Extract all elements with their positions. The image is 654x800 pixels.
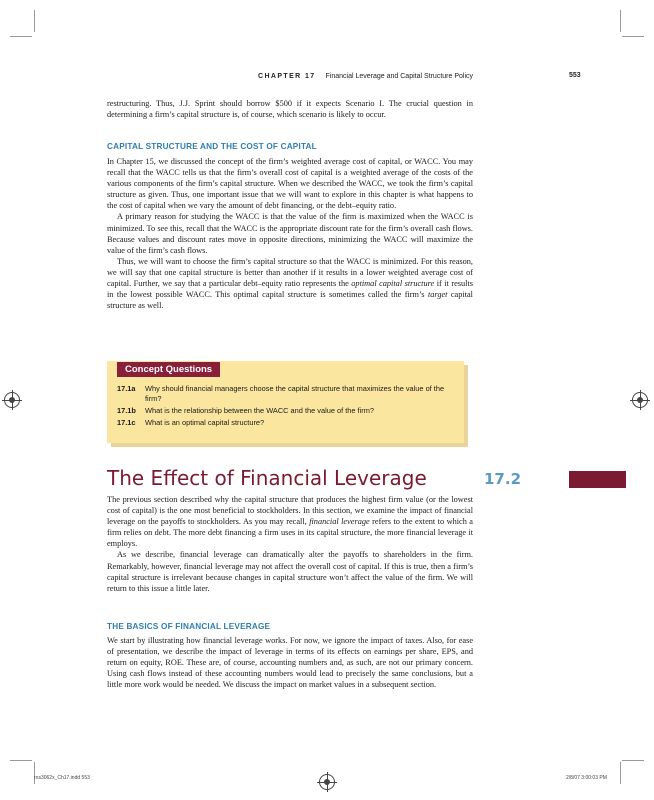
concept-question: [117, 384, 457, 404]
question-text: Why should financial managers choose the capital structure that maximizes the value of the firm?: [145, 384, 445, 403]
emphasis-term: financial leverage: [309, 517, 370, 527]
crop-mark: [10, 760, 32, 761]
section-paragraph-2: As we describe, financial leverage can dramatically alter the payoffs to shareholders in the firm. Remarkably, however, financial leverage may not affect the overall cost of capital. If this is true, then a firm’s capital structure is irrelevant because changes in capital structure won’t affect the value of the firm. We will return to this issue a little later.: [107, 550, 473, 593]
concept-questions-title: Concept Questions: [117, 362, 220, 377]
paragraph-text: Thus, we will want to choose the firm’s capital structure so that the WACC is minimized. For this reason, we will say that one capital structure is better than another if it results in a lower weighted average cost of capital. Further, we say that a particular debt–equity ratio represents the: [107, 256, 473, 289]
chapter-title: Financial Leverage and Capital Structure Policy: [325, 73, 473, 80]
emphasis-term: target: [427, 290, 448, 300]
basics-heading-block: [107, 622, 473, 631]
print-timestamp: 2/8/07 3:00:03 PM: [566, 775, 607, 781]
question-number: 17.1c: [117, 418, 136, 427]
section-paragraph-1: [107, 494, 473, 549]
concept-questions-list: [117, 384, 457, 430]
question-text: What is an optimal capital structure?: [145, 418, 265, 427]
basics-paragraph-1: We start by illustrating how financial leverage works. For now, we ignore the impact of taxes. Also, for ease of presentation, we describe the impact of leverage in terms of its effects on earnings per share, EPS, and return on equity, ROE. These are, of course, accounting numbers and, as such, are not our primary concern. Using cash flows instead of these accounting numbers would lead to precisely the same conclusions, but a little more work would be needed. We discuss the impact on market values in a subsequent section.: [107, 636, 473, 690]
registration-mark-icon: [632, 392, 648, 408]
question-number: 17.1a: [117, 384, 136, 393]
capital-structure-heading-block: [107, 142, 473, 151]
emphasis-term: optimal capital structure: [351, 279, 435, 289]
capital-structure-paragraph-2: A primary reason for studying the WACC is that the value of the firm is maximized when the WACC is minimized. To see this, recall that the WACC is the appropriate discount rate for the firm’s overall cash flows. Because values and discount rates move in opposite directions, minimizing the WACC will maximize the value of the firm’s cash flows.: [107, 212, 473, 255]
running-head: [258, 73, 484, 80]
concept-question: [117, 406, 457, 416]
intro-block: [107, 98, 473, 120]
capital-structure-heading: CAPITAL STRUCTURE AND THE COST OF CAPITAL: [107, 142, 317, 151]
question-number: 17.1b: [117, 406, 136, 415]
paragraph-text: refers to the extent to which a firm relies on debt. The more debt financing a firm uses in its capital structure, the more financial leverage it employs.: [107, 517, 473, 549]
section-number: 17.2: [484, 470, 522, 488]
registration-mark-icon: [319, 774, 335, 790]
paragraph-text: The previous section described why the capital structure that produces the highest firm value (or the lowest cost of capital) is the one most beneficial to stockholders. In this section, we examine the impact of financial leverage on the payoffs to stockholders. As you may recall,: [107, 495, 473, 527]
page-number: 553: [569, 72, 581, 79]
section-body: [107, 494, 473, 594]
crop-mark: [622, 36, 644, 37]
crop-mark: [620, 762, 621, 784]
capital-structure-body: [107, 156, 473, 311]
paragraph-text: capital structure as well.: [107, 290, 473, 311]
chapter-label: CHAPTER 17: [258, 73, 316, 80]
question-text: What is the relationship between the WACC and the value of the firm?: [145, 406, 374, 415]
intro-paragraph: restructuring. Thus, J.J. Sprint should borrow $500 if it expects Scenario I. The crucial question in determining a firm’s capital structure is, of course, which scenario is likely to occur.: [107, 99, 473, 120]
crop-mark: [34, 10, 35, 32]
section-title: The Effect of Financial Leverage: [107, 466, 427, 490]
concept-question: [117, 418, 457, 428]
section-color-bar: [569, 471, 626, 488]
registration-mark-icon: [4, 392, 20, 408]
crop-mark: [10, 36, 32, 37]
crop-mark: [622, 760, 644, 761]
capital-structure-paragraph-3: [107, 256, 473, 311]
capital-structure-paragraph-1: In Chapter 15, we discussed the concept of the firm’s weighted average cost of capital, or WACC. You may recall that the WACC tells us that the firm’s overall cost of capital is a weighted average of the costs of the various components of the firm’s capital structure. When we described the WACC, we took the firm’s capital structure as given. Thus, one important issue that we will want to explore in this chapter is what happens to the cost of capital when we vary the amount of debt financing, or the debt–equity ratio.: [107, 157, 473, 211]
basics-body: [107, 635, 473, 690]
file-slug: ros3062x_Ch17.indd 553: [34, 775, 90, 781]
paragraph-text: if it results in the lowest possible WACC. This optimal capital structure is sometimes called the firm’s: [107, 279, 473, 300]
crop-mark: [620, 10, 621, 32]
basics-heading: THE BASICS OF FINANCIAL LEVERAGE: [107, 622, 271, 631]
